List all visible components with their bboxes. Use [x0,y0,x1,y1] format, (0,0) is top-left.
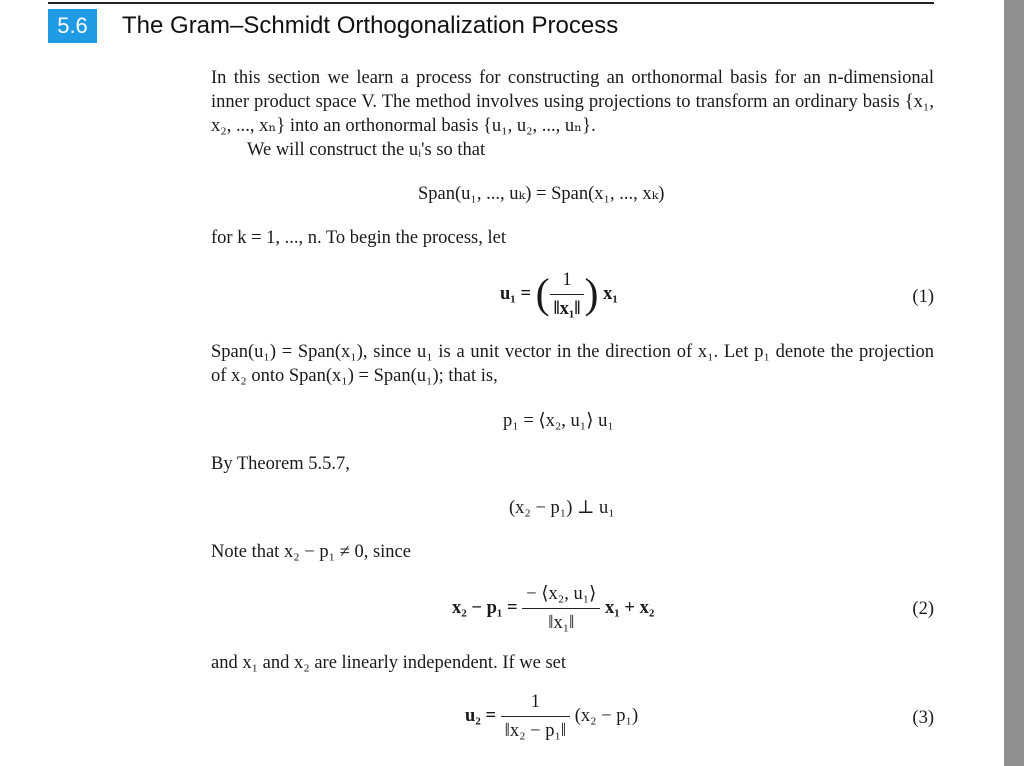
equation-2-denominator: ‖x₁‖ [522,608,600,635]
section-title: The Gram–Schmidt Orthogonalization Process [122,12,619,39]
p1-equation: p₁ = ⟨x₂, u₁⟩ u₁ [503,411,614,431]
equation-2-lhs: x₂ − p₁ = [452,597,518,618]
equation-3-rhs: (x₂ − p₁) [574,705,639,726]
begin-process-paragraph: for k = 1, ..., n. To begin the process, let [211,228,506,248]
vertical-scrollbar[interactable] [1004,0,1024,766]
equation-1 [500,268,618,321]
nonzero-note: Note that x₂ − p₁ ≠ 0, since [211,542,411,562]
equation-1-denominator: ‖x₁‖ [550,294,585,321]
projection-paragraph: Span(u₁) = Span(x₁), since u₁ is a unit vector in the direction of x₁. Let p₁ denote the projection of x₂ onto Span(x₁) = Span(u₁); that is, [211,342,934,386]
equation-3-denominator: ‖x₂ − p₁‖ [501,716,570,743]
section-number-badge: 5.6 [48,9,97,43]
equation-3-fraction [501,690,570,743]
equation-2-fraction [522,582,600,635]
equation-3-number: (3) [912,708,934,728]
span-equation: Span(u₁, ..., uₖ) = Span(x₁, ..., xₖ) [418,184,665,204]
equation-1-lhs: u₁ = [500,283,532,304]
equation-2-numerator: − ⟨x₂, u₁⟩ [526,584,597,604]
right-paren: ) [584,271,599,318]
independence-paragraph: and x₁ and x₂ are linearly independent. If we set [211,653,567,673]
equation-2-number: (2) [912,599,934,619]
equation-3-numerator: 1 [530,692,540,712]
equation-2 [452,582,654,635]
top-rule [48,2,934,4]
left-paren: ( [535,271,550,318]
equation-1-numerator: 1 [562,270,572,290]
equation-3 [465,690,638,743]
equation-1-number: (1) [912,287,934,307]
intro-paragraph: In this section we learn a process for constructing an orthonormal basis for an n-dimensional inner product space V. The method involves using projections to transform an ordinary basis {x₁, x₂, ..., xₙ} into an orthonormal basis {u₁, u₂, ..., uₙ}. [211,68,934,136]
equation-3-lhs: u₂ = [465,705,497,726]
perpendicular-equation: (x₂ − p₁) ⊥ u₁ [509,498,615,518]
theorem-reference: By Theorem 5.5.7, [211,454,350,474]
equation-1-fraction [550,268,585,321]
equation-1-rhs: x₁ [603,283,618,304]
construct-paragraph: We will construct the uᵢ's so that [247,140,486,160]
equation-2-rhs: x₁ + x₂ [605,597,655,618]
